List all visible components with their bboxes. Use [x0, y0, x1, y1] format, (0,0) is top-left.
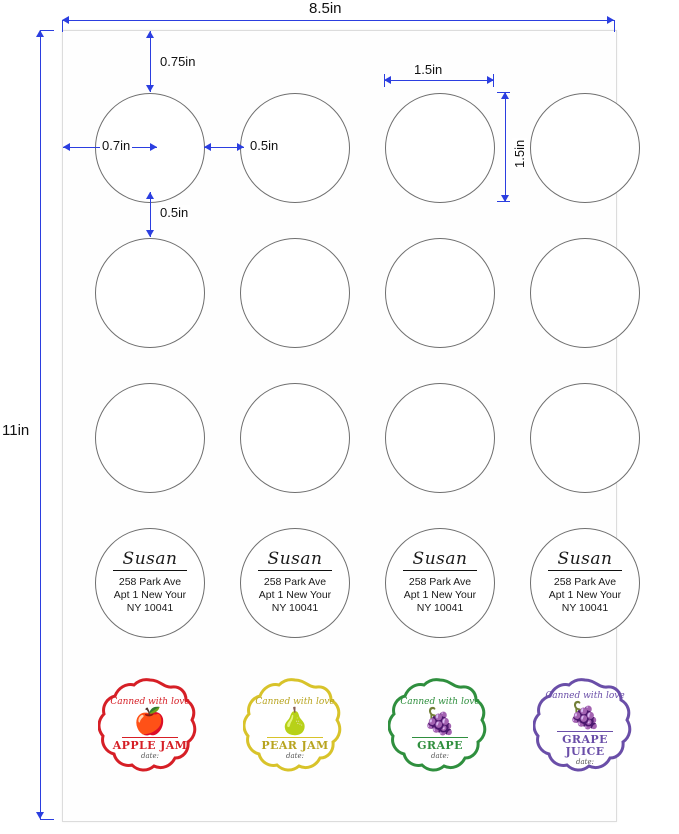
dim-top-margin-arrow-bottom	[146, 85, 154, 92]
label-circle	[530, 383, 640, 493]
dim-width-tick-right	[614, 20, 615, 32]
jam-label	[388, 676, 492, 780]
address-line: 258 Park Ave	[263, 575, 327, 588]
jam-title: PEAR JAM	[261, 738, 329, 752]
address-label-content	[530, 528, 640, 638]
address-line: 258 Park Ave	[118, 575, 182, 588]
pear-icon: 🍐	[278, 705, 312, 736]
address-name: Susan	[403, 551, 478, 571]
address-line: NY 10041	[126, 601, 174, 614]
dim-label-width-label: 1.5in	[414, 62, 443, 77]
dim-label-width-arrow-left	[384, 76, 391, 84]
label-circle	[530, 238, 640, 348]
address-line: Apt 1 New Your	[258, 588, 332, 601]
dim-width-arrow-right	[607, 16, 614, 24]
label-circle	[385, 383, 495, 493]
dim-label-height-line	[505, 92, 506, 202]
purple-grapes-icon: 🍇	[568, 699, 602, 730]
jam-date: date:	[141, 752, 159, 761]
dim-width-arrow-left	[62, 16, 69, 24]
dim-top-margin-line	[150, 31, 151, 92]
dim-v-gap-label: 0.5in	[160, 205, 189, 220]
address-name: Susan	[258, 551, 333, 571]
dim-top-margin-label: 0.75in	[160, 54, 196, 69]
dim-h-gap-label: 0.5in	[250, 138, 279, 153]
jam-top-text: Canned with love	[400, 696, 480, 707]
dim-h-gap-arrow-left	[204, 143, 211, 151]
address-name: Susan	[113, 551, 188, 571]
dim-height-arrow-bottom	[36, 812, 44, 819]
dim-width-label: 8.5in	[309, 0, 342, 17]
jam-label	[98, 676, 202, 780]
label-circle	[530, 93, 640, 203]
label-sheet	[62, 30, 625, 822]
jam-top-text: Canned with love	[545, 690, 625, 701]
address-line: Apt 1 New Your	[403, 588, 477, 601]
dim-v-gap-arrow-top	[146, 192, 154, 199]
label-circle	[95, 238, 205, 348]
jam-title: APPLE JAM	[112, 738, 188, 752]
jam-top-text: Canned with love	[255, 696, 335, 707]
dim-top-margin-arrow-top	[146, 31, 154, 38]
dim-height-line	[40, 30, 41, 820]
jam-label	[533, 676, 637, 780]
jam-label	[243, 676, 347, 780]
label-circle	[385, 93, 495, 203]
dim-label-height-label: 1.5in	[512, 139, 527, 168]
dim-h-gap-arrow-right	[237, 143, 244, 151]
jam-date: date:	[286, 752, 304, 761]
address-line: 258 Park Ave	[408, 575, 472, 588]
dim-left-margin-arrow-right	[150, 143, 157, 151]
dim-v-gap-arrow-bottom	[146, 230, 154, 237]
address-label-content	[240, 528, 350, 638]
address-line: Apt 1 New Your	[113, 588, 187, 601]
dim-label-height-arrow-top	[501, 92, 509, 99]
address-name: Susan	[548, 551, 623, 571]
address-line: NY 10041	[416, 601, 464, 614]
apple-icon: 🍎	[133, 705, 167, 736]
dim-label-width-arrow-right	[487, 76, 494, 84]
address-line: Apt 1 New Your	[548, 588, 622, 601]
jam-date: date:	[576, 758, 594, 767]
label-circle	[240, 383, 350, 493]
dim-height-arrow-top	[36, 30, 44, 37]
jam-date: date:	[431, 752, 449, 761]
dim-height-tick-bottom	[40, 819, 54, 820]
address-label-content	[385, 528, 495, 638]
dim-height-label: 11in	[2, 422, 30, 439]
address-line: NY 10041	[271, 601, 319, 614]
dim-label-width-line	[384, 80, 494, 81]
address-line: NY 10041	[561, 601, 609, 614]
address-label-content	[95, 528, 205, 638]
label-circle	[95, 383, 205, 493]
dim-width-line	[62, 20, 615, 21]
label-circle	[385, 238, 495, 348]
address-line: 258 Park Ave	[553, 575, 617, 588]
label-circle	[240, 238, 350, 348]
green-grapes-icon: 🍇	[423, 705, 457, 736]
dim-label-height-arrow-bottom	[501, 195, 509, 202]
dim-left-margin-arrow-left	[63, 143, 70, 151]
jam-title: GRAPE	[417, 738, 463, 752]
dim-left-margin-label: 0.7in	[102, 138, 131, 153]
jam-title: GRAPE JUICE	[562, 732, 608, 758]
jam-top-text: Canned with love	[110, 696, 190, 707]
